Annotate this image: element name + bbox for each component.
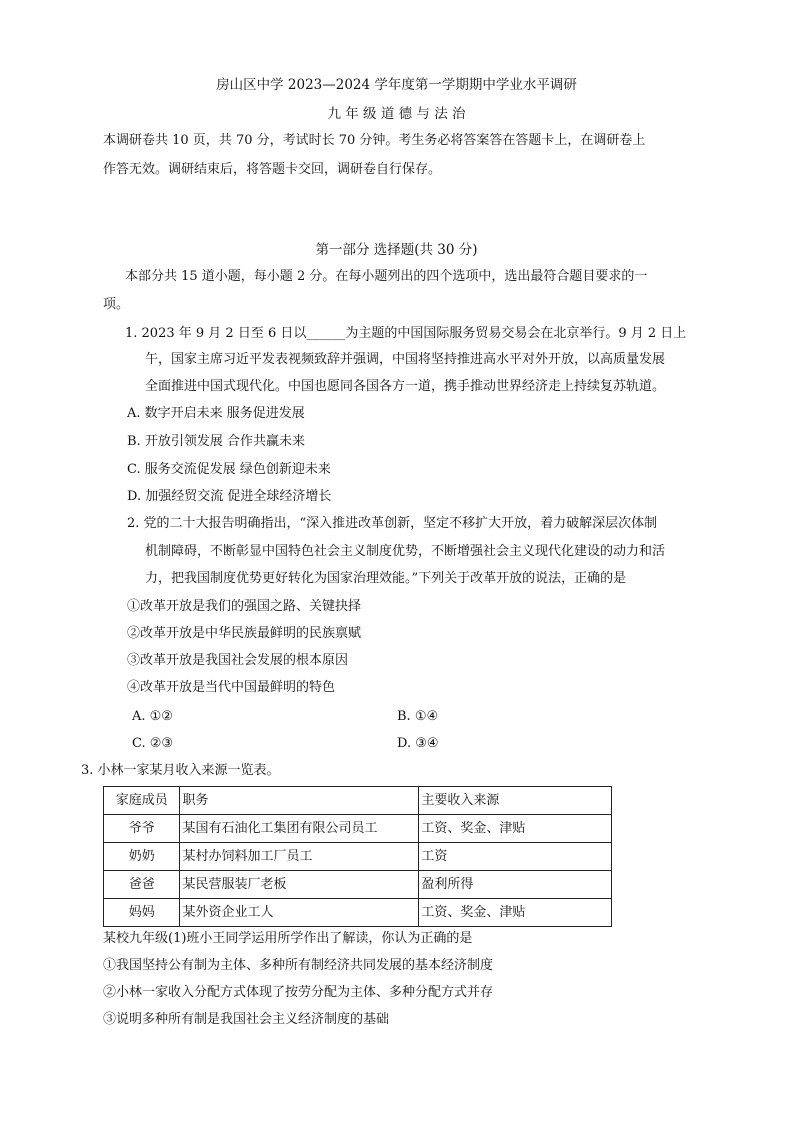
part1-title: 第一部分 选择题(共 30 分) (315, 242, 478, 258)
instructions-line-1: 本调研卷共 10 页，共 70 分，考试时长 70 分钟。考生务必将答案答在答题卡上，在调研卷上 (103, 133, 646, 148)
table-cell-income: 盈利所得 (419, 871, 612, 899)
q1-stem-line-1: 1. 2023 年 9 月 2 日至 6 日以______为主题的中国国际服务贸易交易会在北京举行。9 月 2 日上 (125, 326, 687, 341)
table-cell-income: 工资 (419, 843, 612, 871)
q1-option-d: D. 加强经贸交流 促进全球经济增长 (127, 489, 332, 504)
q2-statement-3: ③改革开放是我国社会发展的根本原因 (127, 653, 349, 668)
q1-option-a: A. 数字开启未来 服务促进发展 (127, 406, 305, 421)
table-cell-member: 爷爷 (104, 815, 180, 843)
q2-stem-line-2: 机制障碍，不断彰显中国特色社会主义制度优势，不断增强社会主义现代化建设的动力和活 (145, 544, 666, 559)
q2-option-a: A. ①② (132, 709, 173, 724)
q2-stem-line-3: 力，把我国制度优势更好转化为国家治理效能。”下列关于改革开放的说法，正确的是 (145, 571, 627, 586)
table-cell-position: 某外资企业工人 (180, 899, 419, 927)
table-cell-income: 工资、奖金、津贴 (419, 815, 612, 843)
table-cell-member: 奶奶 (104, 843, 180, 871)
instructions-line-2: 作答无效。调研结束后，将答题卡交回，调研卷自行保存。 (103, 162, 442, 177)
q2-stem-line-1: 2. 党的二十大报告明确指出，“深入推进改革创新，坚定不移扩大开放，着力破解深层次体制 (127, 516, 658, 531)
table-row (104, 843, 612, 871)
q1-stem-line-2: 午，国家主席习近平发表视频致辞并强调，中国将坚持推进高水平对外开放，以高质量发展 (145, 352, 666, 367)
q1-option-c: C. 服务交流促发展 绿色创新迎未来 (127, 462, 331, 477)
table-header-cell: 主要收入来源 (419, 787, 612, 815)
q1-option-b: B. 开放引领发展 合作共赢未来 (127, 434, 305, 449)
q2-option-c: C. ②③ (132, 736, 174, 751)
q2-statement-2: ②改革开放是中华民族最鲜明的民族禀赋 (127, 626, 362, 641)
q2-option-b: B. ①④ (397, 709, 439, 724)
part1-intro-line-2: 项。 (103, 297, 130, 312)
q2-statement-1: ①改革开放是我们的强国之路、关键抉择 (127, 599, 362, 614)
table-row (104, 815, 612, 843)
table-row (104, 899, 612, 927)
q3-statement-2: ②小林一家收入分配方式体现了按劳分配为主体、多种分配方式并存 (103, 985, 494, 1000)
table-cell-member: 妈妈 (104, 899, 180, 927)
table-cell-position: 某村办饲料加工厂员工 (180, 843, 419, 871)
q3-stem: 3. 小林一家某月收入来源一览表。 (81, 763, 280, 778)
table-row (104, 871, 612, 899)
q2-statement-4: ④改革开放是当代中国最鲜明的特色 (127, 680, 336, 695)
q3-statement-3: ③说明多种所有制是我国社会主义经济制度的基础 (103, 1012, 390, 1027)
table-cell-position: 某民营服装厂老板 (180, 871, 419, 899)
table-cell-position: 某国有石油化工集团有限公司员工 (180, 815, 419, 843)
q1-stem-line-3: 全面推进中国式现代化。中国也愿同各国各方一道，携手推动世界经济走上持续复苏轨道。 (145, 379, 666, 394)
table-cell-member: 爸爸 (104, 871, 180, 899)
q3-statement-1: ①我国坚持公有制为主体、多种所有制经济共同发展的基本经济制度 (103, 958, 494, 973)
q2-option-d: D. ③④ (397, 736, 439, 751)
table-cell-income: 工资、奖金、津贴 (419, 899, 612, 927)
exam-subject: 九 年 级 道 德 与 法 治 (327, 106, 466, 122)
table-header-row (104, 787, 612, 815)
income-table (103, 786, 612, 927)
exam-title: 房山区中学 2023—2024 学年度第一学期期中学业水平调研 (216, 77, 577, 93)
part1-intro-line-1: 本部分共 15 道小题，每小题 2 分。在每小题列出的四个选项中，选出最符合题目要求的一 (125, 269, 648, 284)
table-header-cell: 家庭成员 (104, 787, 180, 815)
table-header-cell: 职务 (180, 787, 419, 815)
q3-question: 某校九年级(1)班小王同学运用所学作出了解读，你认为正确的是 (103, 931, 473, 946)
